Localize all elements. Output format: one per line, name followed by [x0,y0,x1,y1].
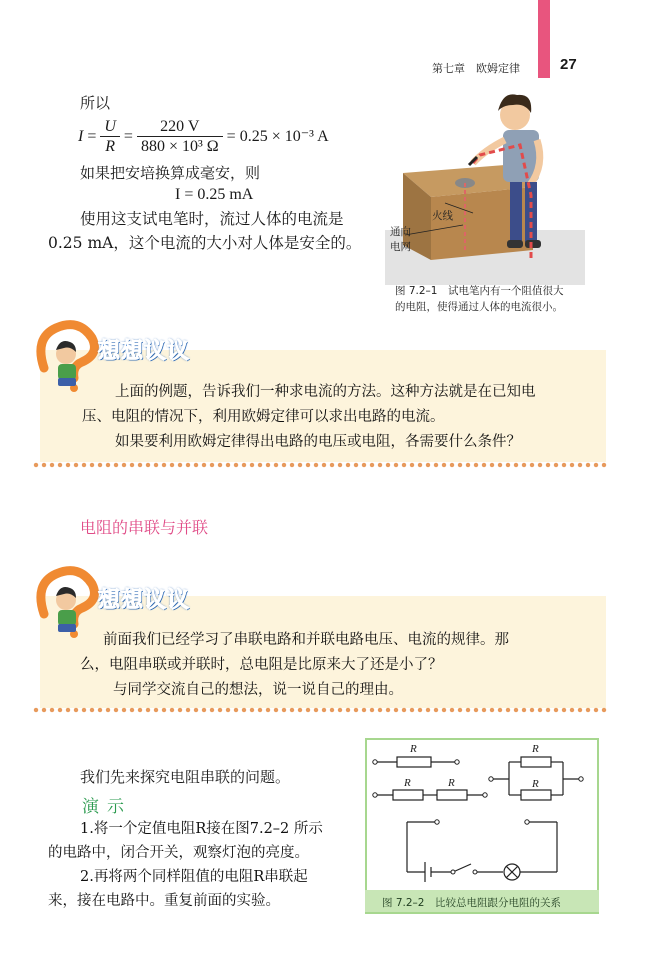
page-tab-marker [538,0,550,78]
resistor-label: R [410,743,417,755]
circuit-diagram [367,740,595,890]
convert-text: 如果把安培换算成毫安，则 [80,164,261,182]
fraction-values [137,118,223,157]
discussion1-line1: 上面的例题，告诉我们一种求电流的方法。这种方法就是在已知电 [115,384,536,400]
ma-equation: I = 0.25 mA [175,186,254,203]
current-equation: I = $\frac{U}{R}$ = $\frac{220 V}{\text{880 × 10³ Ω}}$ = 0.25 × 10⁻³ A [78,118,329,155]
fraction-value-numerator: 220 V [137,118,223,137]
demo-step2-line2: 来，接在电路中。重复前面的实验。 [48,893,280,909]
resistor-label: R [532,743,539,755]
intro-paragraph-line1: 使用这支试电笔时，流过人体的电流是 [80,210,344,228]
demo-step2-line1: 2.再将两个同样阻值的电阻R串联起 [80,869,308,885]
discussion1-line2: 压、电阻的情况下，利用欧姆定律可以求出电路的电流。 [82,409,445,425]
so-text: 所以 [80,94,111,112]
fraction-denominator: R [105,138,116,155]
demo-intro: 我们先来探究电阻串联的问题。 [80,768,291,786]
section-title: 电阻的串联与并联 [80,518,209,537]
figure1-caption-line2: 的电阻，使得通过人体的电流很小。 [395,301,563,313]
dotted-divider-2 [32,707,608,713]
page-number: 27 [560,56,577,73]
resistor-label: R [448,777,455,789]
fraction-value-denominator: 880 × 10³ Ω [140,138,219,155]
demo-step1-line2: 的电路中，闭合开关，观察灯泡的亮度。 [48,845,309,861]
discussion-title-2: 想想议议 [98,588,191,613]
grid-label-line2: 电网 [390,241,411,253]
figure2-caption: 图 7.2–2 比较总电阻跟分电阻的关系 [382,897,561,909]
fraction-numerator: U [100,118,120,137]
discussion2-line3: 与同学交流自己的想法，说一说自己的理由。 [113,682,403,698]
demo-step1-line1: 1.将一个定值电阻R接在图7.2–2 所示 [80,821,323,837]
dotted-divider-1 [32,462,608,468]
eq-result: 0.25 × 10⁻³ A [239,128,329,146]
intro-paragraph-line2: 0.25 mA，这个电流的大小对人体是安全的。 [48,234,362,252]
eq-lhs: I [78,128,84,146]
fraction-u-over-r [100,118,120,157]
discussion2-line1: 前面我们已经学习了串联电路和并联电路电压、电流的规律。那 [103,632,509,648]
thinking-kid-icon-2 [34,566,104,638]
grid-label-line1: 通向 [390,226,411,238]
chapter-header: 第七章 欧姆定律 [432,62,520,75]
live-wire-label: 火线 [432,210,453,222]
thinking-kid-icon [34,320,104,392]
figure1-caption-line1: 图 7.2–1 试电笔内有一个阻值很大 [395,285,564,297]
resistor-label: R [404,777,411,789]
discussion2-line2: 么，电阻串联或并联时，总电阻是比原来大了还是小了？ [80,657,443,673]
demo-heading: 演示 [82,797,132,817]
discussion1-line3: 如果要利用欧姆定律得出电路的电压或电阻，各需要什么条件？ [115,434,521,450]
resistor-label: R [532,778,539,790]
discussion-title-1: 想想议议 [98,339,191,364]
test-pen-illustration [385,85,585,285]
